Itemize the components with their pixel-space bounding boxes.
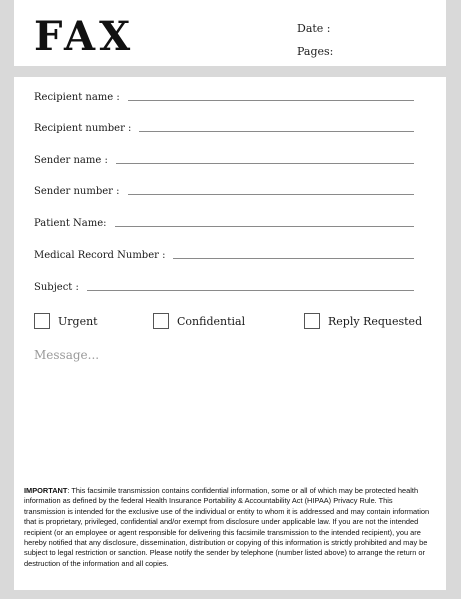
sender-number-field[interactable] — [128, 194, 415, 195]
notice-heading: IMPORTANT — [24, 486, 68, 495]
sender-number-label: Sender number : — [34, 186, 120, 197]
recipient-name-field[interactable] — [128, 100, 414, 101]
sender-number-row — [34, 181, 414, 197]
recipient-name-label: Recipient name : — [34, 92, 120, 103]
date-label: Date : — [297, 22, 331, 35]
sender-name-field[interactable] — [116, 163, 414, 164]
recipient-name-row — [34, 87, 414, 103]
medical-record-label: Medical Record Number : — [34, 250, 166, 261]
urgent-option[interactable] — [34, 313, 98, 329]
urgent-label: Urgent — [58, 314, 98, 328]
medical-record-field[interactable] — [173, 258, 414, 259]
urgent-checkbox[interactable] — [34, 313, 50, 329]
message-area[interactable]: Message... — [34, 348, 100, 362]
patient-name-row — [34, 213, 414, 229]
subject-label: Subject : — [34, 282, 79, 293]
recipient-number-row — [34, 118, 414, 134]
confidential-label: Confidential — [177, 314, 246, 328]
confidential-option[interactable] — [153, 313, 245, 329]
sender-name-label: Sender name : — [34, 155, 108, 166]
confidential-checkbox[interactable] — [153, 313, 169, 329]
recipient-number-field[interactable] — [139, 131, 414, 132]
recipient-number-label: Recipient number : — [34, 123, 132, 134]
sender-name-row — [34, 150, 414, 166]
checkbox-group — [34, 313, 423, 331]
patient-name-label: Patient Name: — [34, 218, 107, 229]
reply-requested-option[interactable] — [304, 313, 422, 329]
reply-requested-label: Reply Requested — [328, 314, 423, 328]
patient-name-field[interactable] — [115, 226, 415, 227]
medical-record-row — [34, 245, 414, 261]
confidentiality-notice — [24, 486, 436, 569]
form-panel — [14, 77, 446, 590]
pages-label: Pages: — [297, 45, 334, 58]
subject-row — [34, 277, 414, 293]
subject-field[interactable] — [87, 290, 414, 291]
reply-requested-checkbox[interactable] — [304, 313, 320, 329]
fax-title: FAX — [34, 13, 135, 60]
header-panel — [14, 0, 446, 66]
notice-text: : This facsimile transmission contains confidential information, some or all of which may be protected health information as defined by the federal Health Insurance Portability & Accountability Act (HIPAA) Privacy Rule. This transmission is intended for the exclusive use of the individual or entity to whom it is addressed and may contain information that is proprietary, privileged, confidential and/or exempt from disclosure under applicable law. If you are not the intended recipient (or an employee or agent responsible for delivering this facsimile transmission to the intended recipient), you are hereby notified that any disclosure, dissemination, distribution or copying of this information is strictly prohibited and may be subject to legal restriction or sanction. Please notify the sender by telephone (number listed above) to arrange the return or destruction of the information and all copies. — [24, 486, 430, 568]
